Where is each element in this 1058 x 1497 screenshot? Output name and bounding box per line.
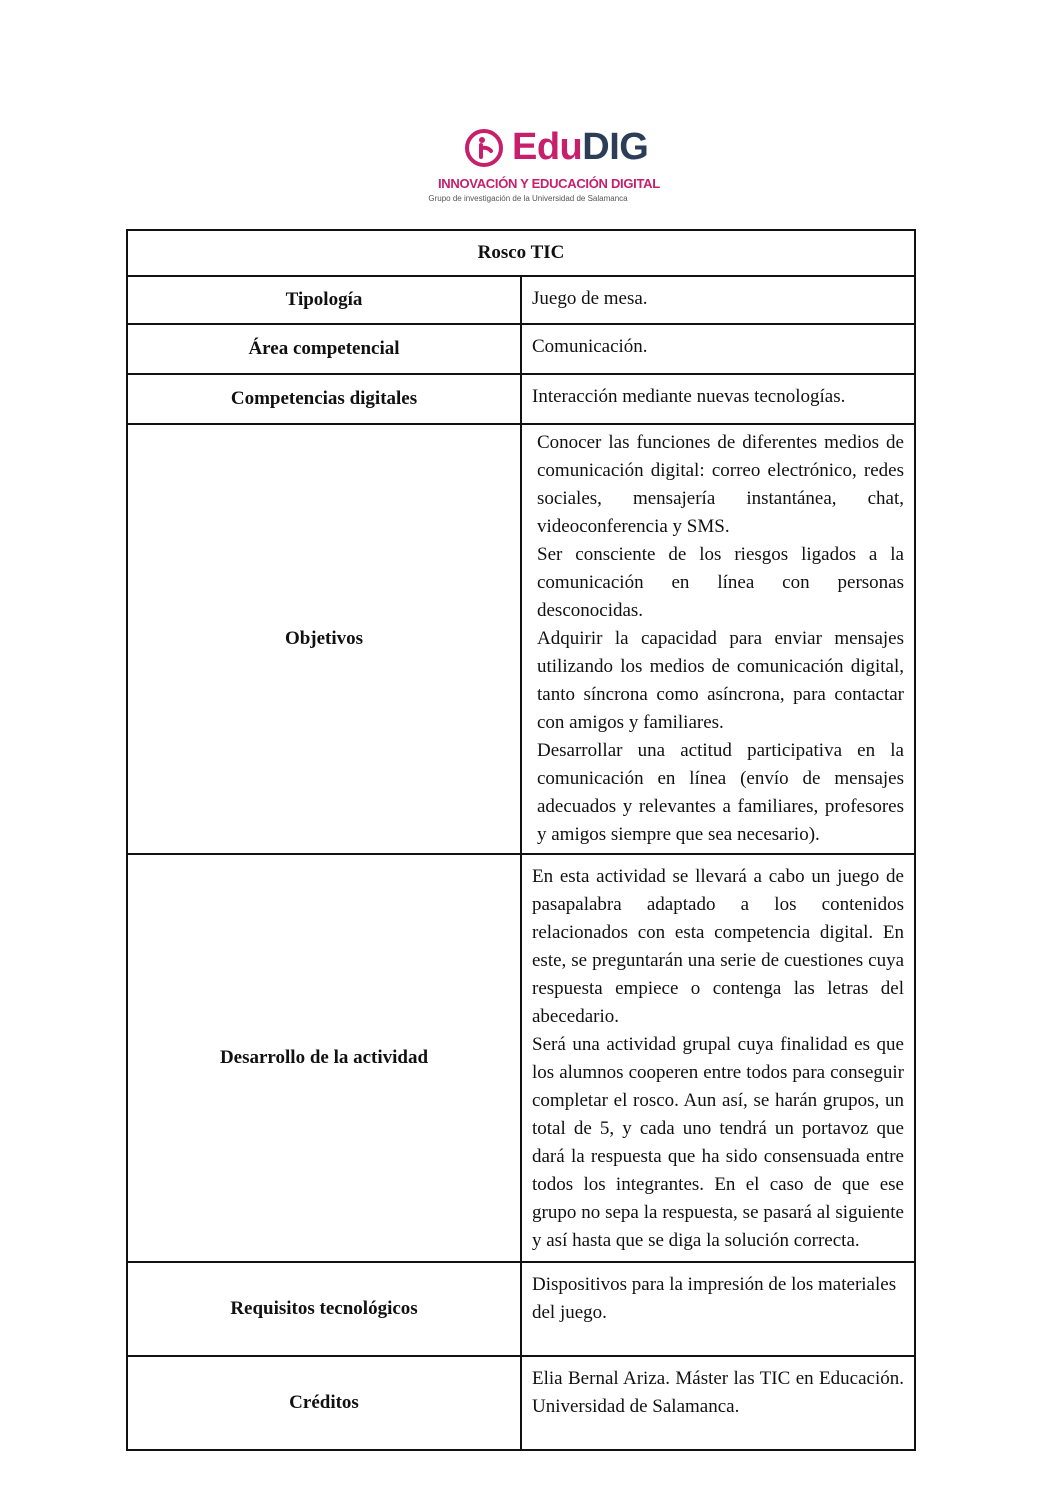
logo-word-dig: DIG	[582, 126, 649, 168]
logo-word-edu: Edu	[512, 126, 583, 168]
label-objetivos: Objetivos	[127, 424, 521, 854]
logo-tagline: INNOVACIÓN Y EDUCACIÓN DIGITAL	[438, 176, 660, 191]
logo-wordmark	[512, 124, 648, 170]
row-competencias	[127, 374, 915, 424]
logo-subtitle: Grupo de investigación de la Universidad de Salamanca	[428, 194, 628, 203]
value-creditos: Elia Bernal Ariza. Máster las TIC en Educación. Universidad de Salamanca.	[521, 1356, 915, 1450]
title-row	[127, 230, 915, 276]
objective-item: Ser consciente de los riesgos ligados a la comunicación en línea con personas desconocidas.	[537, 544, 904, 621]
row-objetivos	[127, 424, 915, 854]
value-requisitos: Dispositivos para la impresión de los materiales del juego.	[521, 1262, 915, 1356]
development-paragraph: En esta actividad se llevará a cabo un juego de pasapalabra adaptado a los contenidos relacionados con esta competencia digital. En este, se preguntarán una serie de cuestiones cuya respuesta empiece o contenga las letras del abecedario.	[532, 866, 904, 1027]
row-requisitos	[127, 1262, 915, 1356]
value-competencias: Interacción mediante nuevas tecnologías.	[521, 374, 915, 424]
label-creditos: Créditos	[127, 1356, 521, 1450]
development-paragraph: Será una actividad grupal cuya finalidad es que los alumnos cooperen entre todos para conseguir completar el rosco. Aun así, se harán grupos, un total de 5, y cada uno tendrá un portavoz que dará la respuesta que ha sido consensuada entre todos los integrantes. En el caso de que ese grupo no sepa la respuesta, se pasará al siguiente y así hasta que se diga la solución correcta.	[532, 1034, 904, 1251]
label-tipologia: Tipología	[127, 276, 521, 324]
activity-title: Rosco TIC	[127, 230, 915, 276]
row-area	[127, 324, 915, 374]
row-desarrollo	[127, 854, 915, 1262]
activity-card-table	[126, 229, 916, 1451]
value-area: Comunicación.	[521, 324, 915, 374]
label-desarrollo: Desarrollo de la actividad	[127, 854, 521, 1262]
edudig-logo	[426, 124, 660, 208]
objective-item: Adquirir la capacidad para enviar mensajes utilizando los medios de comunicación digital, tanto síncrona como asíncrona, para contactar con amigos y familiares.	[537, 628, 904, 733]
value-desarrollo	[521, 854, 915, 1262]
value-objetivos	[521, 424, 915, 854]
objective-item: Conocer las funciones de diferentes medios de comunicación digital: correo electrónico, redes sociales, mensajería instantánea, chat, videoconferencia y SMS.	[537, 432, 904, 537]
label-competencias: Competencias digitales	[127, 374, 521, 424]
label-requisitos: Requisitos tecnológicos	[127, 1262, 521, 1356]
row-creditos	[127, 1356, 915, 1450]
info-circle-icon	[464, 128, 504, 168]
row-tipologia	[127, 276, 915, 324]
label-area: Área competencial	[127, 324, 521, 374]
objective-item: Desarrollar una actitud participativa en la comunicación en línea (envío de mensajes adecuados y relevantes a familiares, profesores y amigos siempre que sea necesario).	[537, 740, 904, 845]
value-tipologia: Juego de mesa.	[521, 276, 915, 324]
